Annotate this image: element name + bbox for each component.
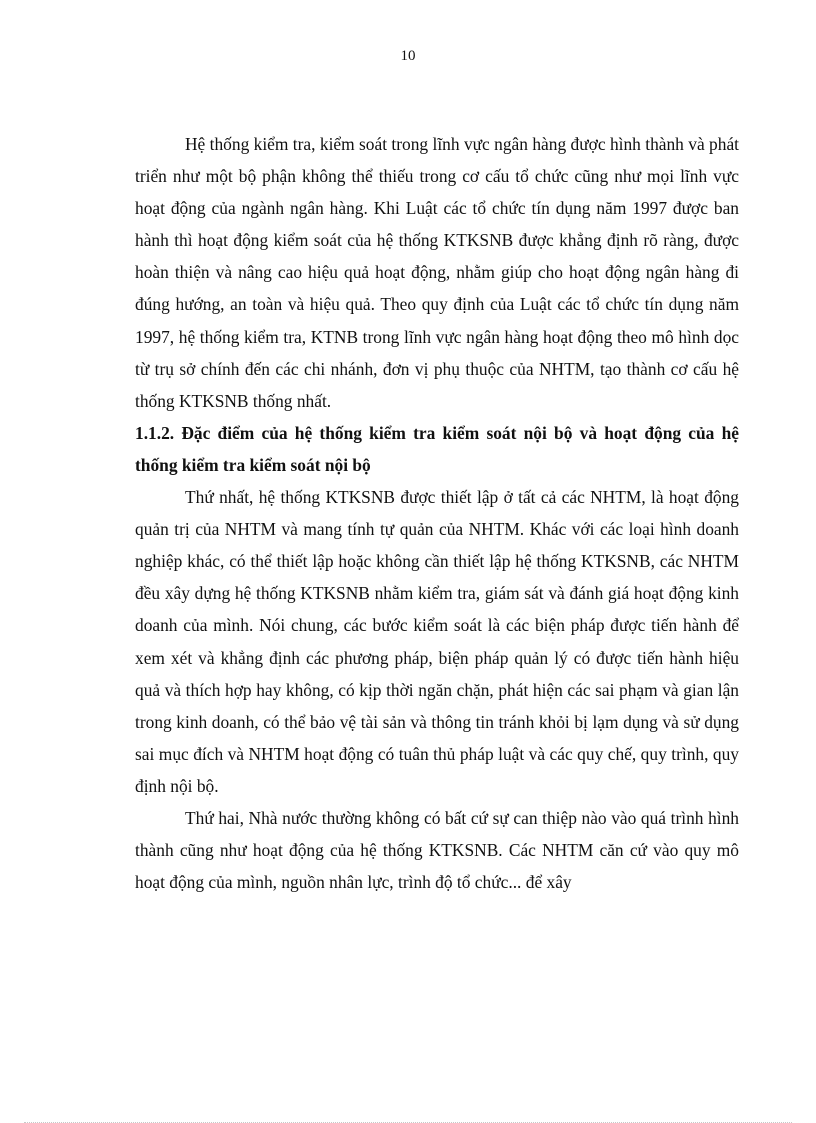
paragraph-first-feature: Thứ nhất, hệ thống KTKSNB được thiết lập ở tất cả các NHTM, là hoạt động quản trị của NHTM và mang tính tự quản của NHTM. Khác với các loại hình doanh nghiệp khác, có thể thiết lập hoặc không cần thiết lập hệ thống KTKSNB, các NHTM đều xây dựng hệ thống KTKSNB nhằm kiểm tra, giám sát và đánh giá hoạt động kinh doanh của mình. Nói chung, các bước kiểm soát là các biện pháp được tiến hành để xem xét và khẳng định các phương pháp, biện pháp quản lý có được tiến hành hiệu quả và thích hợp hay không, có kịp thời ngăn chặn, phát hiện các sai phạm và gian lận trong kinh doanh, có thể bảo vệ tài sản và thông tin tránh khỏi bị lạm dụng và sử dụng sai mục đích và NHTM hoạt động có tuân thủ pháp luật và các quy chế, quy trình, quy định nội bộ. — [135, 487, 739, 796]
paragraph-second-feature: Thứ hai, Nhà nước thường không có bất cứ sự can thiệp nào vào quá trình hình thành cũng như hoạt động của hệ thống KTKSNB. Các NHTM căn cứ vào quy mô hoạt động của mình, nguồn nhân lực, trình độ tổ chức... để xây — [135, 807, 739, 893]
paragraph-intro: Hệ thống kiểm tra, kiểm soát trong lĩnh vực ngân hàng được hình thành và phát triển như một bộ phận không thể thiếu trong cơ cấu tổ chức cũng như mọi lĩnh vực hoạt động của ngành ngân hàng. Khi Luật các tổ chức tín dụng năm 1997 được ban hành thì hoạt động kiểm soát của hệ thống KTKSNB được khẳng định rõ ràng, được hoàn thiện và nâng cao hiệu quả hoạt động, nhằm giúp cho hoạt động ngân hàng đi đúng hướng, an toàn và hiệu quả. Theo quy định của Luật các tổ chức tín dụng năm 1997, hệ thống kiểm tra, KTNB trong lĩnh vực ngân hàng hoạt động theo mô hình dọc từ trụ sở chính đến các chi nhánh, đơn vị phụ thuộc của NHTM, tạo thành cơ cấu hệ thống KTKSNB thống nhất. — [135, 134, 739, 411]
section-heading: 1.1.2. Đặc điểm của hệ thống kiểm tra kiểm soát nội bộ và hoạt động của hệ thống kiểm tra kiểm soát nội bộ — [135, 422, 739, 475]
page-number: 10 — [400, 48, 416, 64]
document-body — [135, 128, 739, 898]
